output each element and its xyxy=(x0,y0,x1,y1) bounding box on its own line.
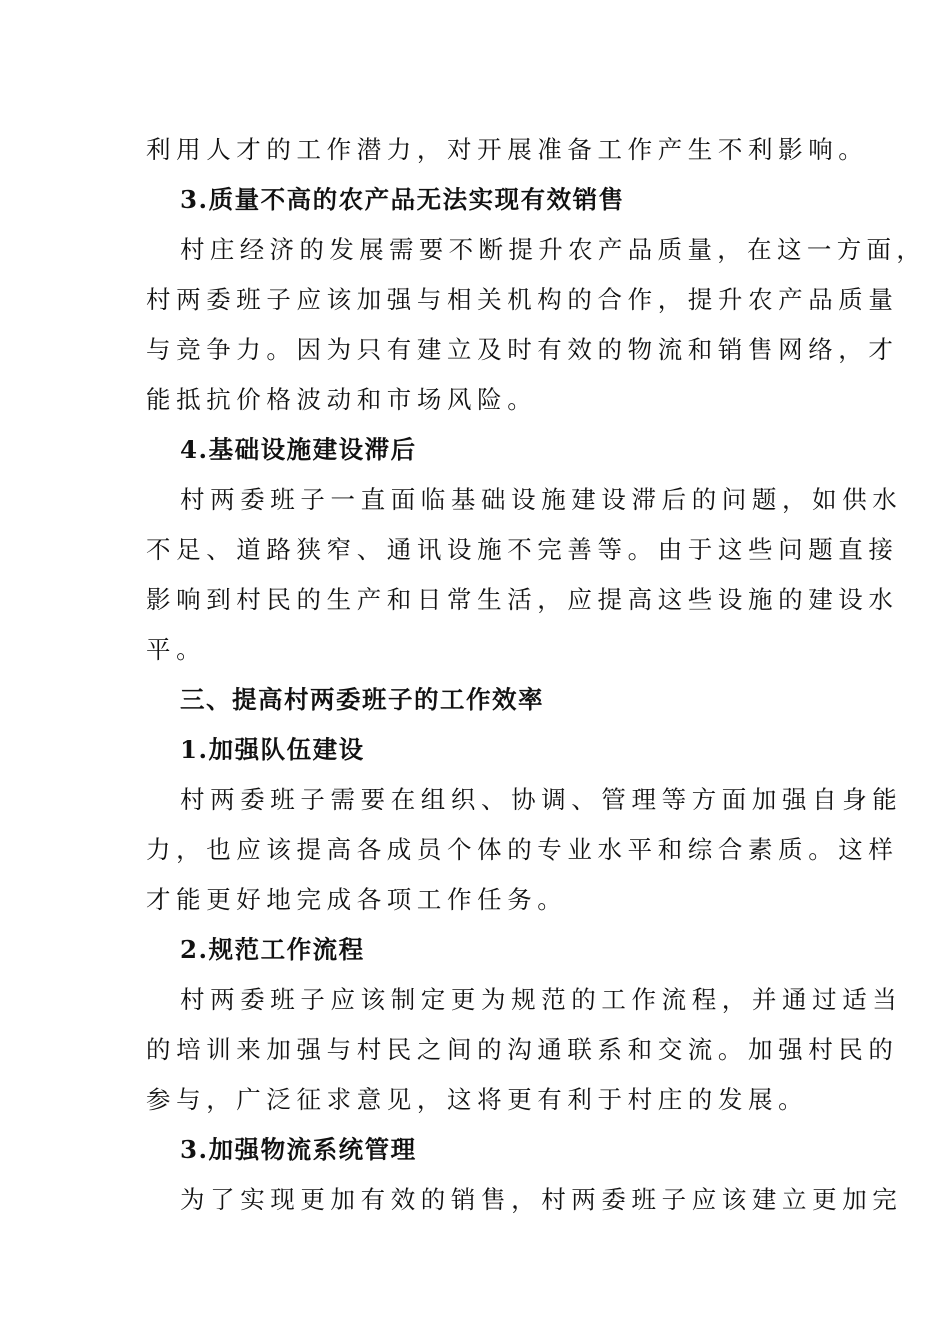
paragraph-line: 为了实现更加有效的销售，村两委班子应该建立更加完 xyxy=(180,1185,903,1214)
paragraph-line: 才能更好地完成各项工作任务。 xyxy=(146,885,568,914)
paragraph-line: 平。 xyxy=(146,635,207,664)
paragraph-line: 影响到村民的生产和日常生活，应提高这些设施的建设水 xyxy=(146,585,899,614)
paragraph-line: 力，也应该提高各成员个体的专业水平和综合素质。这样 xyxy=(146,835,899,864)
paragraph-line: 的培训来加强与村民之间的沟通联系和交流。加强村民的 xyxy=(146,1035,899,1064)
section-heading: 3.加强物流系统管理 xyxy=(180,1135,417,1164)
chapter-heading: 三、提高村两委班子的工作效率 xyxy=(180,685,544,714)
section-heading: 2.规范工作流程 xyxy=(180,935,365,964)
paragraph-line: 村庄经济的发展需要不断提升农产品质量，在这一方面， xyxy=(180,235,927,264)
section-heading: 1.加强队伍建设 xyxy=(180,735,365,764)
paragraph-line: 能抵抗价格波动和市场风险。 xyxy=(146,385,538,414)
paragraph-line: 村两委班子一直面临基础设施建设滞后的问题，如供水 xyxy=(180,485,903,514)
paragraph-line: 与竞争力。因为只有建立及时有效的物流和销售网络，才 xyxy=(146,335,899,364)
paragraph-line: 利用人才的工作潜力，对开展准备工作产生不利影响。 xyxy=(146,135,869,164)
paragraph-line: 村两委班子应该制定更为规范的工作流程，并通过适当 xyxy=(180,985,903,1014)
section-heading: 4.基础设施建设滞后 xyxy=(180,435,417,464)
section-heading: 3.质量不高的农产品无法实现有效销售 xyxy=(180,185,625,214)
paragraph-line: 村两委班子应该加强与相关机构的合作，提升农产品质量 xyxy=(146,285,899,314)
paragraph-line: 不足、道路狭窄、通讯设施不完善等。由于这些问题直接 xyxy=(146,535,899,564)
paragraph-line: 参与，广泛征求意见，这将更有利于村庄的发展。 xyxy=(146,1085,809,1114)
paragraph-line: 村两委班子需要在组织、协调、管理等方面加强自身能 xyxy=(180,785,903,814)
